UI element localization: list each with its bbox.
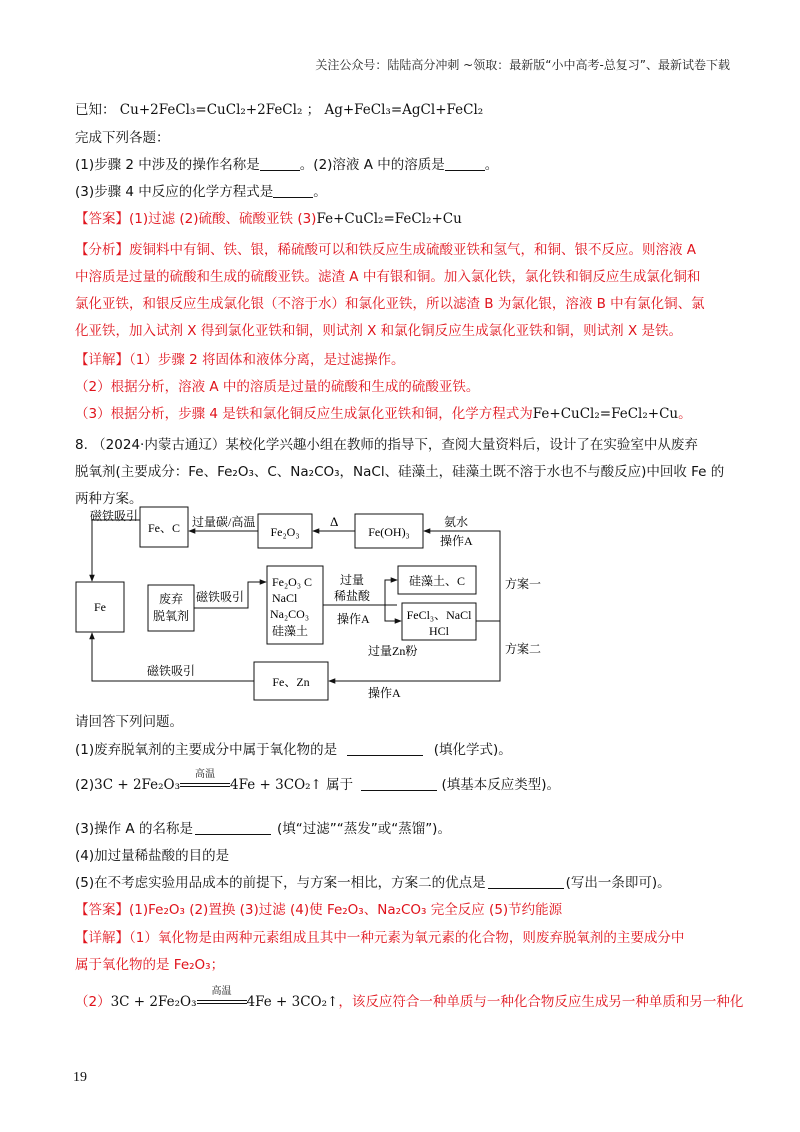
label-magnet-3: 磁铁吸引 — [147, 664, 196, 678]
arrow-to-residue — [385, 580, 397, 605]
q8-q2-condition — [180, 769, 230, 787]
detail2-pre: （2） — [75, 994, 111, 1010]
prev-q1-text: (1)步骤 2 中涉及的操作名称是 — [75, 157, 260, 173]
prev-intro: 完成下列各题： — [75, 130, 170, 146]
prev-q1-end: 。 — [484, 157, 499, 173]
detail-text: （1）步骤 2 将固体和液体分离，是过滤操作。 — [129, 352, 405, 368]
text-waste-2: 脱氧剂 — [152, 609, 190, 623]
prev-analysis-line-1: 中溶质是过量的硫酸和生成的硫酸亚铁。滤渣 A 中有银和铜。加入氯化铁，氯化铁和铜反应生成氯化铜和 — [75, 269, 701, 285]
answer-equation: Fe+CuCl₂=FeCl₂+Cu — [316, 211, 462, 227]
q8-q1-end: (填化学式)。 — [433, 742, 512, 758]
text-feoh3: Fe(OH)₃ — [368, 525, 410, 539]
detail3-end: 。 — [678, 406, 692, 422]
page-header: 关注公众号：陆陆高分冲刺 ~领取：最新版“小中高考-总复习”、最新试卷下载 — [315, 58, 730, 72]
detail3-text: （3）根据分析，步骤 4 是铁和氯化铜反应生成氯化亚铁和铜，化学方程式为 — [75, 406, 533, 422]
prev-q2-text: 。(2)溶液 A 中的溶质是 — [299, 157, 445, 173]
q8-q1-text: (1)废弃脱氧剂的主要成分中属于氧化物的是 — [75, 742, 338, 758]
label-plan2: 方案二 — [505, 642, 542, 656]
q8-stem-1: 8. （2024·内蒙古通辽）某校化学兴趣小组在教师的指导下，查阅大量资料后，设计了在实验室中从废弃 — [75, 437, 698, 453]
detail2-condition — [197, 986, 247, 1004]
label-opA-2: 操作A — [337, 612, 370, 626]
label-plan1: 方案一 — [505, 577, 542, 591]
q8-q4: (4)加过量稀盐酸的目的是 — [75, 848, 230, 864]
prev-q3-end: 。 — [313, 184, 327, 200]
q8-q2-text: 属于 — [326, 777, 354, 793]
prev-q3-text: (3)步骤 4 中反应的化学方程式是 — [75, 184, 274, 200]
known-sep: ； — [306, 102, 321, 118]
q8-q3-text: (3)操作 A 的名称是 — [75, 821, 193, 837]
text-mix-2: Na₂CO₃ — [270, 607, 310, 621]
detail2-text: ，该反应符合一种单质与一种化合物反应生成另一种单质和另一种化 — [338, 994, 744, 1010]
q8-q2 — [75, 769, 560, 795]
q8-q1 — [75, 740, 512, 760]
q8-prompt: 请回答下列问题。 — [75, 714, 183, 730]
answer-blank[interactable] — [347, 741, 423, 756]
text-solution-1: FeCl₃、NaCl — [406, 608, 472, 622]
page-number: 19 — [73, 1070, 87, 1085]
text-fe-c: Fe、C — [147, 521, 181, 535]
q8-q2-pre: (2) — [75, 777, 95, 793]
answer-blank[interactable] — [488, 874, 564, 889]
text-fe2o3: Fe₂O₃ — [270, 525, 300, 539]
detail-label: 【详解】 — [75, 352, 129, 368]
condition-text: 高温 — [211, 986, 232, 997]
prev-detail-2: （2）根据分析，溶液 A 中的溶质是过量的硫酸和生成的硫酸亚铁。 — [75, 379, 480, 395]
known-label: 已知： — [75, 102, 116, 118]
text-fe-zn: Fe、Zn — [272, 675, 310, 689]
q8-q5-end: (写出一条即可)。 — [565, 875, 671, 891]
q8-q2-eq-left: 3C + 2Fe₂O₃ — [94, 777, 181, 793]
label-opA-3: 操作A — [368, 686, 401, 700]
label-opA-1: 操作A — [440, 534, 473, 548]
q8-q5-text: (5)在不考虑实验用品成本的前提下，与方案一相比，方案二的优点是 — [75, 875, 486, 891]
label-zn: 过量Zn粉 — [368, 644, 418, 658]
q8-stem-3: 两种方案。 — [75, 491, 143, 507]
q8-stem-2: 脱氧剂(主要成分：Fe、Fe₂O₃、C、Na₂CO₃，NaCl、硅藻土，硅藻土既不溶于水也不与酸反应)中回收 Fe 的 — [75, 464, 725, 480]
q8-detail-1 — [75, 928, 684, 948]
answer-label: 【答案】 — [75, 211, 129, 227]
condition-text: 高温 — [195, 769, 216, 780]
text-solution-2: HCl — [428, 624, 450, 638]
detail3-equation: Fe+CuCl₂=FeCl₂+Cu — [532, 406, 679, 422]
q8-answer — [75, 900, 562, 920]
label-carbon: 过量碳/高温 — [192, 515, 256, 529]
text-waste-1: 废弃 — [158, 592, 184, 606]
known-eq1: Cu+2FeCl₃=CuCl₂+2FeCl₂ — [119, 102, 303, 118]
text-fe: Fe — [94, 600, 106, 614]
arrow-to-solution — [385, 605, 401, 621]
detail-text: （1）氧化物是由两种元素组成且其中一种元素为氧元素的化合物，则废弃脱氧剂的主要成分中 — [129, 930, 685, 946]
answer-blank[interactable] — [361, 776, 437, 791]
label-magnet-1: 磁铁吸引 — [90, 509, 139, 523]
q8-q2-eq-right: 4Fe + 3CO₂↑ — [230, 777, 322, 793]
answer-blank[interactable] — [195, 820, 271, 835]
known-eq2: Ag+FeCl₃=AgCl+FeCl₂ — [324, 102, 484, 118]
prev-analysis-line-3: 化亚铁，加入试剂 X 得到氯化亚铁和铜，则试剂 X 和氯化铜反应生成氯化亚铁和铜，则试剂 X 是铁。 — [75, 323, 682, 339]
analysis-text: 废铜料中有铜、铁、银，稀硫酸可以和铁反应生成硫酸亚铁和氢气，和铜、银不反应。则溶液 A — [129, 242, 697, 258]
detail2-eq-left: 3C + 2Fe₂O₃ — [110, 994, 197, 1010]
label-hcl: 稀盐酸 — [334, 589, 371, 603]
answer-label: 【答案】 — [75, 902, 129, 918]
q8-detail-1b: 属于氧化物的是 Fe₂O₃； — [75, 957, 225, 973]
prev-analysis-line-2: 氯化亚铁，和银反应生成氯化银（不溶于水）和氯化亚铁，所以滤渣 B 为氯化银，溶液 B 中有氯化铜、氯 — [75, 296, 705, 312]
q8-q3-end: (填“过滤”“蒸发”或“蒸馏”)。 — [276, 821, 451, 837]
q8-detail-2 — [75, 986, 744, 1012]
answer-text: (1)Fe₂O₃ (2)置换 (3)过滤 (4)使 Fe₂O₃、Na₂CO₃ 完全反应 (5)节约能源 — [129, 902, 563, 918]
text-residue: 硅藻土、C — [408, 574, 466, 588]
text-mix-1: NaCl — [272, 591, 298, 605]
label-excess: 过量 — [340, 573, 365, 587]
answer-text: (1)过滤 (2)硫酸、硫酸亚铁 (3) — [129, 211, 317, 227]
text-mix-3: 硅藻土 — [272, 624, 309, 638]
q8-q5 — [75, 873, 671, 893]
label-delta: Δ — [330, 514, 339, 529]
q8-q3 — [75, 819, 451, 839]
label-ammonia: 氨水 — [444, 515, 469, 529]
arrow-fec-to-fe — [92, 520, 140, 581]
analysis-label: 【分析】 — [75, 242, 129, 258]
text-mix-0: Fe₂O₃ C — [272, 575, 313, 589]
detail2-eq-right: 4Fe + 3CO₂↑ — [246, 994, 339, 1010]
detail-label: 【详解】 — [75, 930, 129, 946]
label-magnet-2: 磁铁吸引 — [196, 590, 245, 604]
q8-q2-end: (填基本反应类型)。 — [441, 777, 560, 793]
